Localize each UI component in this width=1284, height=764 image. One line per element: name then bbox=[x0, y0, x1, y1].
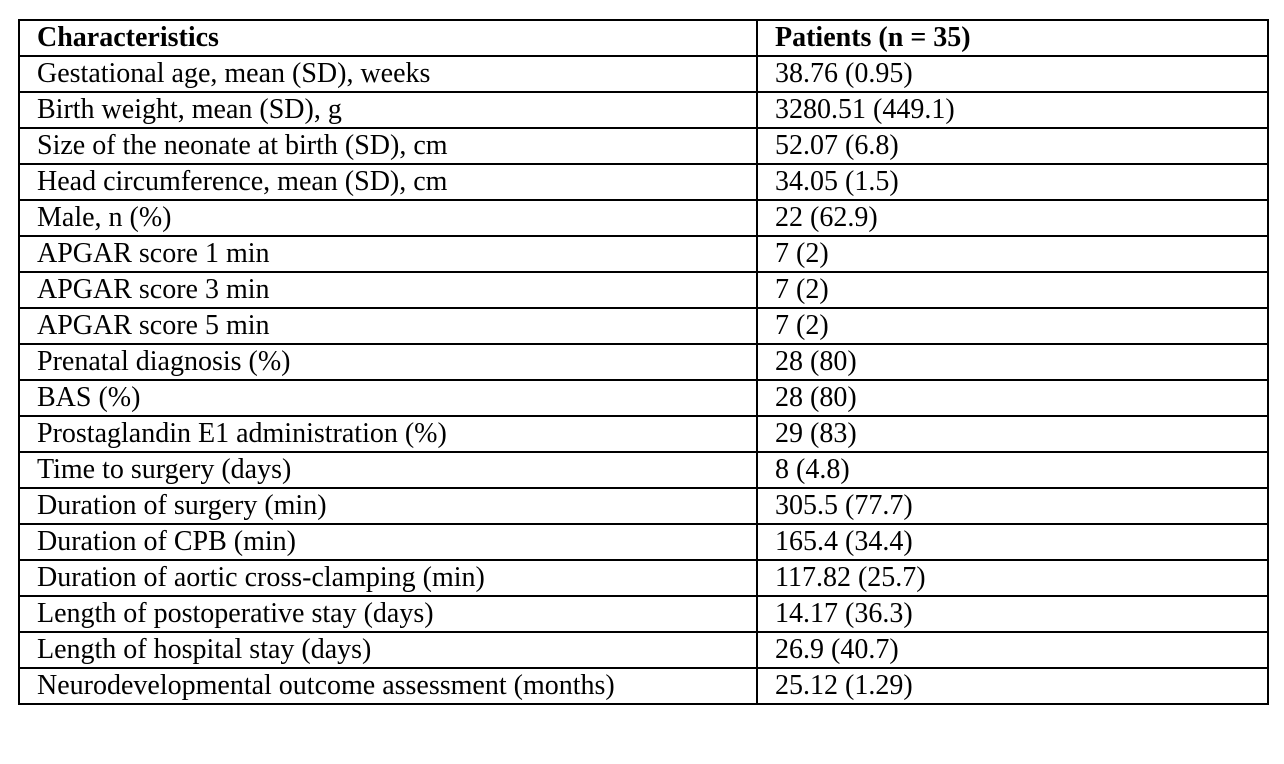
characteristic-cell: Duration of surgery (min) bbox=[19, 488, 757, 524]
table-row bbox=[19, 308, 1268, 344]
table-row bbox=[19, 92, 1268, 128]
value-cell: 117.82 (25.7) bbox=[757, 560, 1268, 596]
characteristic-cell: Length of hospital stay (days) bbox=[19, 632, 757, 668]
value-cell: 14.17 (36.3) bbox=[757, 596, 1268, 632]
value-cell: 3280.51 (449.1) bbox=[757, 92, 1268, 128]
characteristic-cell: Prostaglandin E1 administration (%) bbox=[19, 416, 757, 452]
table-row bbox=[19, 200, 1268, 236]
table-row bbox=[19, 488, 1268, 524]
value-cell: 26.9 (40.7) bbox=[757, 632, 1268, 668]
value-cell: 25.12 (1.29) bbox=[757, 668, 1268, 704]
table-row bbox=[19, 380, 1268, 416]
characteristic-cell: Duration of aortic cross-clamping (min) bbox=[19, 560, 757, 596]
value-cell: 165.4 (34.4) bbox=[757, 524, 1268, 560]
characteristics-table bbox=[18, 19, 1269, 705]
table-row bbox=[19, 236, 1268, 272]
value-cell: 34.05 (1.5) bbox=[757, 164, 1268, 200]
characteristic-cell: APGAR score 3 min bbox=[19, 272, 757, 308]
table-row bbox=[19, 632, 1268, 668]
characteristic-cell: Prenatal diagnosis (%) bbox=[19, 344, 757, 380]
table-row bbox=[19, 128, 1268, 164]
value-cell: 29 (83) bbox=[757, 416, 1268, 452]
table-row bbox=[19, 344, 1268, 380]
characteristic-cell: Neurodevelopmental outcome assessment (months) bbox=[19, 668, 757, 704]
table-row bbox=[19, 596, 1268, 632]
characteristic-cell: Male, n (%) bbox=[19, 200, 757, 236]
value-cell: 28 (80) bbox=[757, 380, 1268, 416]
value-cell: 8 (4.8) bbox=[757, 452, 1268, 488]
header-characteristics: Characteristics bbox=[19, 20, 757, 56]
characteristic-cell: APGAR score 1 min bbox=[19, 236, 757, 272]
value-cell: 22 (62.9) bbox=[757, 200, 1268, 236]
value-cell: 7 (2) bbox=[757, 236, 1268, 272]
value-cell: 52.07 (6.8) bbox=[757, 128, 1268, 164]
table-header bbox=[19, 20, 1268, 56]
table-row bbox=[19, 524, 1268, 560]
value-cell: 7 (2) bbox=[757, 308, 1268, 344]
characteristic-cell: Head circumference, mean (SD), cm bbox=[19, 164, 757, 200]
characteristic-cell: APGAR score 5 min bbox=[19, 308, 757, 344]
value-cell: 28 (80) bbox=[757, 344, 1268, 380]
value-cell: 7 (2) bbox=[757, 272, 1268, 308]
characteristic-cell: Size of the neonate at birth (SD), cm bbox=[19, 128, 757, 164]
table-row bbox=[19, 668, 1268, 704]
header-patients: Patients (n = 35) bbox=[757, 20, 1268, 56]
table-container bbox=[18, 19, 1269, 705]
characteristic-cell: BAS (%) bbox=[19, 380, 757, 416]
characteristic-cell: Birth weight, mean (SD), g bbox=[19, 92, 757, 128]
table-row bbox=[19, 56, 1268, 92]
characteristic-cell: Gestational age, mean (SD), weeks bbox=[19, 56, 757, 92]
characteristic-cell: Duration of CPB (min) bbox=[19, 524, 757, 560]
table-row bbox=[19, 452, 1268, 488]
header-row bbox=[19, 20, 1268, 56]
table-row bbox=[19, 164, 1268, 200]
value-cell: 305.5 (77.7) bbox=[757, 488, 1268, 524]
table-row bbox=[19, 416, 1268, 452]
table-row bbox=[19, 560, 1268, 596]
characteristic-cell: Length of postoperative stay (days) bbox=[19, 596, 757, 632]
table-row bbox=[19, 272, 1268, 308]
value-cell: 38.76 (0.95) bbox=[757, 56, 1268, 92]
characteristic-cell: Time to surgery (days) bbox=[19, 452, 757, 488]
table-body bbox=[19, 56, 1268, 704]
